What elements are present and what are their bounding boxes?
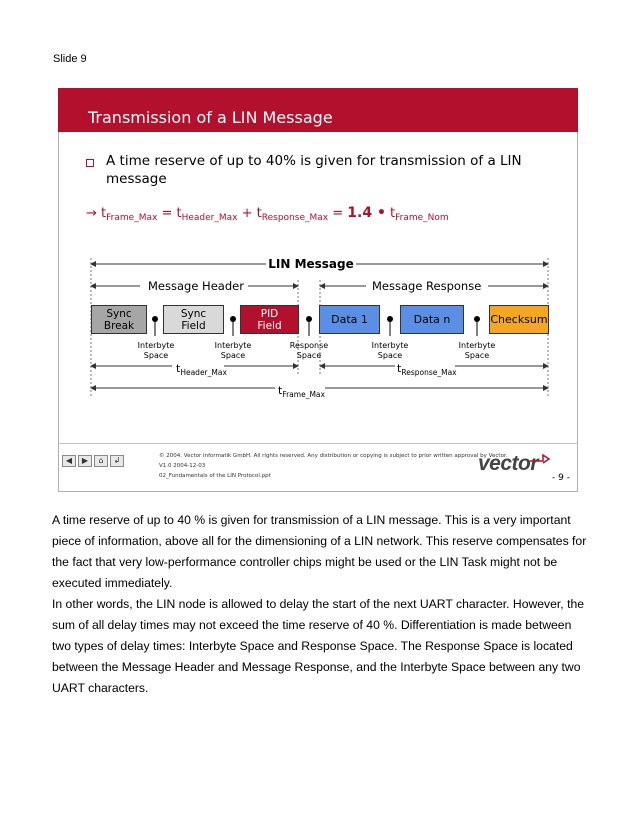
formula-sub: Header_Max (181, 213, 238, 223)
datan-field: Data n (400, 305, 464, 334)
body-paragraph-2: In other words, the LIN node is allowed to delay the start of the next UART character. However, the sum of all delay times may not exceed the time reserve of 40 %. Differentiation is made between two types of delay times: Interbyte Space and Response Space. The Response Space is located between the Message Header and Message Response, and the Interbyte Space between any two UART characters. (52, 597, 585, 695)
formula-t: t (176, 206, 182, 221)
t-sub: Frame_Max (282, 390, 325, 399)
nav-home-icon[interactable]: ⌂ (94, 455, 108, 467)
file-name-text: 02_Fundamentals of the LIN Protocol.ppt (159, 473, 271, 479)
lin-message-label: LIN Message (268, 257, 354, 271)
t-frame-max-label (278, 384, 325, 399)
formula-t: t (385, 206, 396, 221)
footer-info (159, 451, 507, 481)
vector-logo-arrow-icon (530, 452, 550, 466)
formula-sub: Response_Max (261, 213, 329, 223)
vector-logo-text: vector (478, 452, 539, 475)
formula-sub: Frame_Nom (395, 213, 449, 223)
t-letter: t (278, 384, 283, 397)
data1-field: Data 1 (319, 305, 380, 334)
pid-field: PID Field (240, 305, 299, 334)
copyright-text: © 2004. Vector Informatik GmbH. All rights reserved. Any distribution or copying is subject to prior written approval by Vector. (159, 453, 508, 459)
interbyte-space-label: Interbyte Space (214, 341, 252, 360)
nav-next-icon[interactable]: ▶ (78, 455, 92, 467)
sync-field: Sync Field (163, 305, 224, 334)
nav-prev-icon[interactable]: ◀ (62, 455, 76, 467)
t-sub: Header_Max (180, 368, 227, 377)
version-text: V1.0 2004-12-03 (159, 463, 206, 469)
bullet-text: A time reserve of up to 40% is given for transmission of a LIN message (106, 153, 522, 187)
t-letter: t (176, 362, 181, 375)
body-paragraph-1: A time reserve of up to 40 % is given for transmission of a LIN message. This is a very important piece of information, above all for the dimensioning of a LIN network. This reserve compensates for the fact that very low-performance controller chips might be used or the LIN Task might not be executed immediately. (52, 513, 587, 590)
formula-sub: Frame_Max (106, 213, 158, 223)
nav-return-icon[interactable]: ↲ (110, 455, 124, 467)
footer-divider (58, 443, 578, 444)
formula-factor: 1.4 • (347, 205, 386, 221)
sync-break-field: Sync Break (91, 305, 147, 334)
interbyte-space-label: Interbyte Space (458, 341, 496, 360)
vector-logo (478, 452, 550, 478)
message-header-label: Message Header (148, 279, 244, 293)
t-sub: Response_Max (401, 368, 457, 377)
body-text (52, 510, 592, 699)
checksum-field: Checksum (489, 305, 549, 334)
response-space-label: Response Space (289, 341, 329, 360)
formula-op: = (157, 206, 177, 221)
formula-t: t (101, 206, 107, 221)
slide-title: Transmission of a LIN Message (88, 108, 333, 127)
message-response-label: Message Response (372, 279, 482, 293)
formula-t: t (256, 206, 262, 221)
slide-label: Slide 9 (53, 53, 87, 65)
t-letter: t (397, 362, 402, 375)
interbyte-space-label: Interbyte Space (371, 341, 409, 360)
formula-op: + (237, 206, 257, 221)
t-header-max-label (176, 362, 227, 377)
t-response-max-label (397, 362, 457, 377)
arrow-icon: → (86, 206, 97, 221)
page-number: - 9 - (552, 473, 570, 483)
formula-op: = (328, 206, 348, 221)
interbyte-space-label: Interbyte Space (137, 341, 175, 360)
